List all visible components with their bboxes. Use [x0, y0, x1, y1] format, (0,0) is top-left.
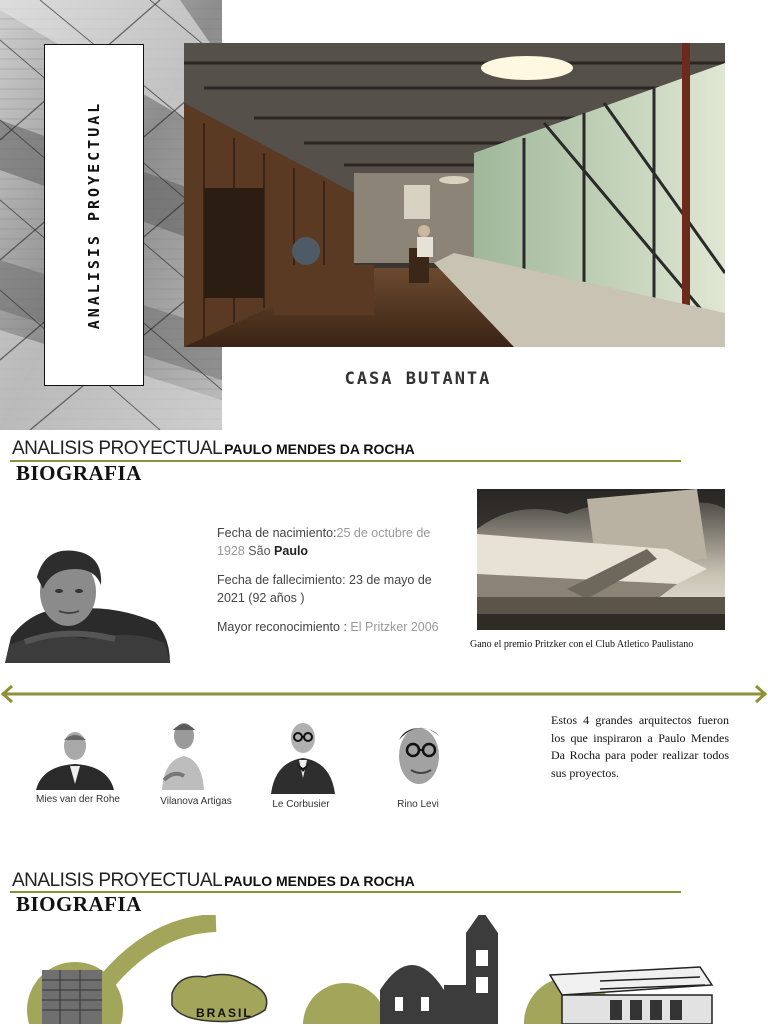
le-corbusier-photo	[269, 720, 337, 794]
award-label: Mayor reconocimiento :	[217, 620, 347, 634]
portrait-photo	[5, 547, 170, 663]
map-country-label: BRASIL	[196, 1006, 253, 1020]
section-header	[12, 870, 415, 892]
mies-van-der-rohe-photo	[34, 728, 116, 790]
casa-butanta-interior-photo	[184, 43, 725, 347]
birth-city: São	[248, 544, 271, 558]
award-photo-caption: Gano el premio Pritzker con el Club Atletico Paulistano	[470, 639, 694, 650]
section-header-light: ANALISIS PROYECTUAL	[12, 438, 223, 459]
birth-city-2: Paulo	[274, 544, 309, 558]
bottom-illustrations	[0, 915, 768, 1024]
award-fact	[217, 618, 442, 636]
section-header-name: PAULO MENDES DA ROCHA	[224, 441, 415, 457]
cover-title-box	[44, 44, 144, 386]
death-label: Fecha de fallecimiento:	[217, 573, 346, 587]
section-title: BIOGRAFIA	[16, 892, 142, 916]
bio-facts	[217, 524, 442, 647]
influence-description: Estos 4 grandes arquitectos fueron los que inspiraron a Paulo Mendes Da Rocha para poder realizar todos sus proyectos.	[551, 713, 729, 780]
cover-caption: CASA BUTANTA	[344, 369, 492, 389]
rino-levi-photo	[393, 720, 447, 792]
club-atletico-paulistano-photo	[477, 489, 725, 630]
birth-value: 25 de octubre de 1928	[217, 526, 431, 558]
death-fact	[217, 571, 442, 607]
section-header-name: PAULO MENDES DA ROCHA	[224, 873, 415, 889]
vilanova-artigas-photo	[158, 720, 208, 790]
section-header	[12, 438, 415, 460]
death-value: 23 de mayo de 2021 (92 años )	[217, 573, 432, 605]
birth-label: Fecha de nacimiento:	[217, 526, 337, 540]
influence-name: Mies van der Rohe	[36, 794, 120, 805]
timeline-arrow	[0, 684, 768, 704]
influence-name: Le Corbusier	[272, 799, 330, 810]
section-header-light: ANALISIS PROYECTUAL	[12, 870, 223, 891]
birth-fact	[217, 524, 442, 560]
influence-name: Vilanova Artigas	[160, 796, 232, 807]
section-title: BIOGRAFIA	[16, 461, 142, 485]
award-value: El Pritzker 2006	[350, 620, 439, 634]
cover-vertical-title: ANALISIS PROYECTUAL	[85, 100, 103, 330]
influence-name: Rino Levi	[397, 799, 439, 810]
